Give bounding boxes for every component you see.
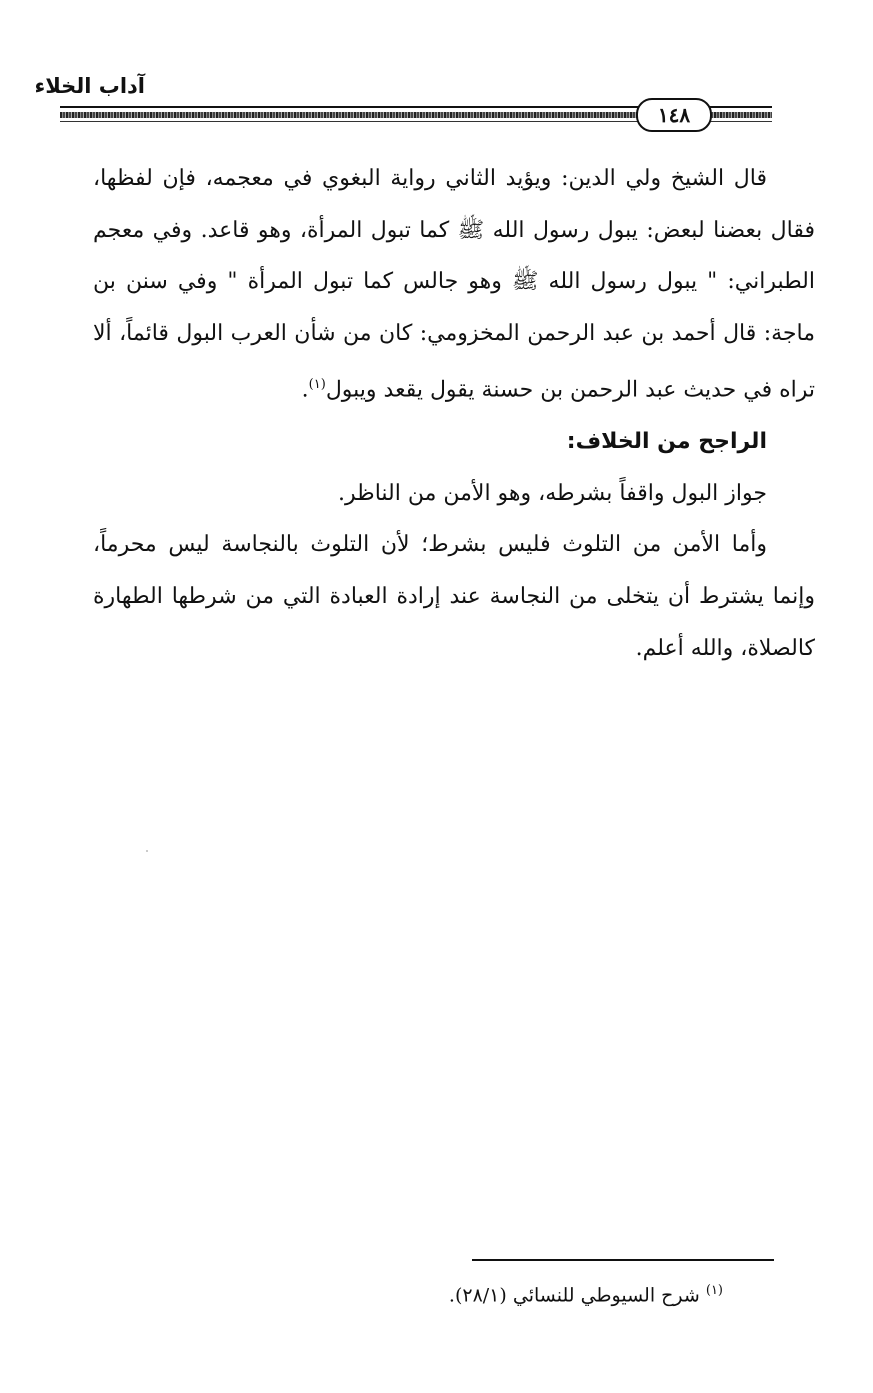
footnote-reference[interactable]: (١) [308, 377, 326, 393]
footnote-marker: (١) [705, 1283, 723, 1298]
paragraph: وأما الأمن من التلوث فليس بشرط؛ لأن التلوث بالنجاسة ليس محرماً، وإنما يشترط أن يتخلى من النجاسة عند إرادة العبادة التي من شرطها الطهارة كالصلاة، والله أعلم. [93, 532, 815, 661]
paragraph: جواز البول واقفاً بشرطه، وهو الأمن من الناظر. [338, 480, 767, 506]
paragraph [93, 153, 815, 416]
page-number: ١٤٨ [636, 98, 712, 132]
paragraph-end: . [301, 377, 309, 403]
main-text [93, 153, 815, 674]
paragraph-text: قال الشيخ ولي الدين: ويؤيد الثاني رواية البغوي في معجمه، فإن لفظها، فقال بعضنا لبعض: يبول رسول الله ﷺ كما تبول المرأة، وهو قاعد. وفي معجم الطبراني: " يبول رسول الله ﷺ وهو جالس كما تبول المرأة " وفي سنن بن ماجة: قال أحمد بن عبد الرحمن المخزومي: كان من شأن العرب البول قائماً، ألا تراه في حديث عبد الرحمن بن حسنة يقول يقعد ويبول [93, 166, 815, 403]
footnote-text: شرح السيوطي للنسائي (٢٨/١). [448, 1284, 700, 1307]
footnote-separator [472, 1259, 774, 1261]
footnote [163, 1276, 723, 1310]
section-heading: الراجح من الخلاف: [566, 429, 767, 455]
running-header-title: آداب الخلاء [34, 74, 145, 98]
scan-speck [146, 850, 148, 852]
